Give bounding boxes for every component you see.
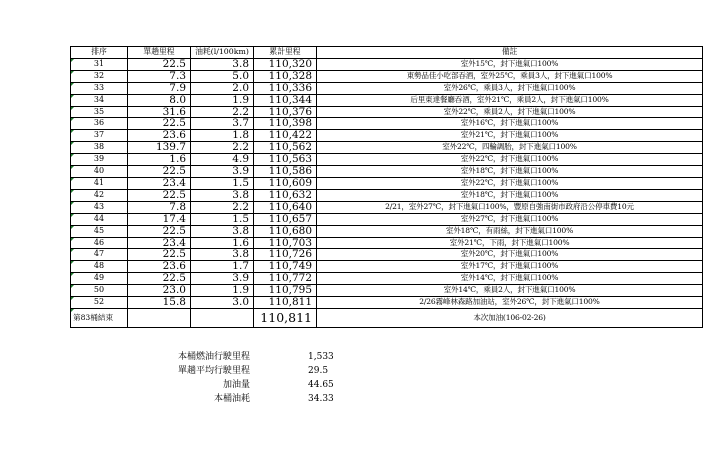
summary-value: 34.33 <box>308 394 334 404</box>
summary-label: 單趟平均行駛里程 <box>177 366 250 376</box>
header-note: 備註 <box>317 47 703 59</box>
table-row <box>71 213 703 225</box>
cell-seq[interactable]: 41 <box>71 177 128 189</box>
table-row <box>71 118 703 130</box>
header-trip: 單趟里程 <box>128 47 191 59</box>
cell-fuel[interactable]: 2.2 <box>191 201 254 213</box>
cell-trip[interactable]: 23.6 <box>128 130 191 142</box>
summary-row <box>150 350 358 364</box>
table-row <box>71 273 703 285</box>
cell-trip[interactable]: 15.8 <box>128 297 191 309</box>
cell-total[interactable]: 110,811 <box>254 297 317 309</box>
cell-marker-icon <box>71 214 74 217</box>
cell-marker-icon <box>71 142 74 145</box>
cell-trip[interactable]: 17.4 <box>128 213 191 225</box>
cell-note[interactable]: 2/21，室外27℃，封下進氣口100%，豐原自強南街市政府沿公停車費10元 <box>317 201 703 213</box>
cell-note[interactable]: 室外17℃，封下進氣口100% <box>317 261 703 273</box>
cell-trip[interactable]: 31.6 <box>128 106 191 118</box>
table-row <box>71 154 703 166</box>
cell-fuel[interactable]: 2.0 <box>191 82 254 94</box>
end-empty-trip[interactable] <box>128 308 191 327</box>
end-empty-fuel[interactable] <box>191 308 254 327</box>
cell-seq[interactable]: 35 <box>71 106 128 118</box>
cell-fuel[interactable]: 1.6 <box>191 237 254 249</box>
table-row <box>71 237 703 249</box>
cell-total[interactable]: 110,422 <box>254 130 317 142</box>
cell-fuel[interactable]: 3.8 <box>191 58 254 70</box>
cell-fuel[interactable]: 3.9 <box>191 166 254 178</box>
cell-seq[interactable]: 39 <box>71 154 128 166</box>
cell-note[interactable]: 室外27℃，封下進氣口100% <box>317 213 703 225</box>
table-row <box>71 58 703 70</box>
table-row <box>71 261 703 273</box>
cell-total[interactable]: 110,640 <box>254 201 317 213</box>
cell-marker-icon <box>71 285 74 288</box>
cell-marker-icon <box>71 178 74 181</box>
end-total[interactable]: 110,811 <box>254 308 317 327</box>
fuel-log-body <box>71 47 703 328</box>
summary-body <box>150 350 358 406</box>
cell-trip[interactable]: 23.0 <box>128 285 191 297</box>
cell-total[interactable]: 110,586 <box>254 166 317 178</box>
cell-total[interactable]: 110,320 <box>254 58 317 70</box>
cell-trip[interactable]: 22.5 <box>128 166 191 178</box>
cell-fuel[interactable]: 1.7 <box>191 261 254 273</box>
cell-note[interactable]: 室外22℃，封下進氣口100% <box>317 177 703 189</box>
cell-marker-icon <box>71 202 74 205</box>
cell-note[interactable]: 室外16℃，封下進氣口100% <box>317 118 703 130</box>
cell-marker-icon <box>71 118 74 121</box>
cell-total[interactable]: 110,398 <box>254 118 317 130</box>
cell-marker-icon <box>71 273 74 276</box>
cell-marker-icon <box>71 154 74 157</box>
cell-total[interactable]: 110,328 <box>254 70 317 82</box>
cell-trip[interactable]: 23.6 <box>128 261 191 273</box>
cell-trip[interactable]: 22.5 <box>128 189 191 201</box>
cell-marker-icon <box>71 190 74 193</box>
table-row <box>71 166 703 178</box>
cell-trip[interactable]: 22.5 <box>128 273 191 285</box>
cell-fuel[interactable]: 2.2 <box>191 142 254 154</box>
cell-note[interactable]: 室外26℃，乘員3人，封下進氣口100% <box>317 82 703 94</box>
cell-seq[interactable]: 40 <box>71 166 128 178</box>
cell-note[interactable]: 室外21℃，封下進氣口100% <box>317 130 703 142</box>
cell-fuel[interactable]: 5.0 <box>191 70 254 82</box>
table-row <box>71 189 703 201</box>
cell-note[interactable]: 東勢品佳小吃部吞酒，室外25℃，乘員3人，封下進氣口100% <box>317 70 703 82</box>
cell-marker-icon <box>71 83 74 86</box>
cell-total[interactable]: 110,344 <box>254 94 317 106</box>
cell-trip[interactable]: 22.5 <box>128 225 191 237</box>
summary-value: 29.5 <box>308 366 329 376</box>
cell-seq[interactable]: 47 <box>71 249 128 261</box>
table-row <box>71 94 703 106</box>
cell-seq[interactable]: 49 <box>71 273 128 285</box>
cell-marker-icon <box>71 107 74 110</box>
summary-value: 1,533 <box>308 352 334 362</box>
summary-label: 本桶油耗 <box>213 394 250 404</box>
cell-trip[interactable]: 7.9 <box>128 82 191 94</box>
cell-fuel[interactable]: 1.8 <box>191 130 254 142</box>
cell-fuel[interactable]: 3.8 <box>191 249 254 261</box>
header-total: 累計里程 <box>254 47 317 59</box>
cell-total[interactable]: 110,563 <box>254 154 317 166</box>
cell-total[interactable]: 110,749 <box>254 261 317 273</box>
cell-marker-icon <box>71 166 74 169</box>
cell-seq[interactable]: 45 <box>71 225 128 237</box>
cell-note[interactable]: 室外18℃，有雨絲，封下進氣口100% <box>317 225 703 237</box>
summary-value-cell <box>250 350 358 364</box>
cell-trip[interactable]: 1.6 <box>128 154 191 166</box>
cell-total[interactable]: 110,376 <box>254 106 317 118</box>
cell-total[interactable]: 110,680 <box>254 225 317 237</box>
cell-marker-icon <box>71 297 74 300</box>
table-row <box>71 177 703 189</box>
cell-fuel[interactable]: 1.5 <box>191 177 254 189</box>
cell-seq[interactable]: 50 <box>71 285 128 297</box>
cell-fuel[interactable]: 3.7 <box>191 118 254 130</box>
table-row <box>71 142 703 154</box>
table-row <box>71 297 703 309</box>
cell-fuel[interactable]: 4.9 <box>191 154 254 166</box>
cell-seq[interactable]: 46 <box>71 237 128 249</box>
table-row <box>71 225 703 237</box>
cell-total[interactable]: 110,562 <box>254 142 317 154</box>
cell-trip[interactable]: 23.4 <box>128 177 191 189</box>
cell-trip[interactable]: 8.0 <box>128 94 191 106</box>
cell-total[interactable]: 110,726 <box>254 249 317 261</box>
cell-note[interactable]: 室外22℃，四輪調胎，封下進氣口100% <box>317 142 703 154</box>
end-row <box>71 308 703 327</box>
cell-seq[interactable]: 43 <box>71 201 128 213</box>
end-note[interactable]: 本次加油(106-02-26) <box>317 308 703 327</box>
cell-seq[interactable]: 48 <box>71 261 128 273</box>
cell-marker-icon <box>71 71 74 74</box>
cell-note[interactable]: 室外14℃，封下進氣口100% <box>317 273 703 285</box>
cell-fuel[interactable]: 2.2 <box>191 106 254 118</box>
cell-total[interactable]: 110,336 <box>254 82 317 94</box>
cell-trip[interactable]: 22.5 <box>128 58 191 70</box>
table-row <box>71 285 703 297</box>
summary-value-cell <box>250 364 358 378</box>
cell-note[interactable]: 室外18℃，封下進氣口100% <box>317 166 703 178</box>
cell-marker-icon <box>71 226 74 229</box>
table-row <box>71 82 703 94</box>
header-seq: 排序 <box>71 47 128 59</box>
summary-row <box>150 392 358 406</box>
cell-fuel[interactable]: 1.5 <box>191 213 254 225</box>
cell-fuel[interactable]: 3.8 <box>191 225 254 237</box>
cell-trip[interactable]: 22.5 <box>128 118 191 130</box>
cell-note[interactable]: 室外22℃，封下進氣口100% <box>317 154 703 166</box>
summary-label: 本桶燃油行駛里程 <box>177 352 250 362</box>
cell-note[interactable]: 2/26霧峰林森路加油站，室外26℃，封下進氣口100% <box>317 297 703 309</box>
cell-seq[interactable]: 32 <box>71 70 128 82</box>
cell-marker-icon <box>71 95 74 98</box>
cell-note[interactable]: 室外15℃，封下進氣口100% <box>317 58 703 70</box>
summary-value-cell <box>250 378 358 392</box>
cell-seq[interactable]: 36 <box>71 118 128 130</box>
cell-note[interactable]: 室外22℃，乘員2人，封下進氣口100% <box>317 106 703 118</box>
cell-seq[interactable]: 38 <box>71 142 128 154</box>
table-row <box>71 106 703 118</box>
summary-table <box>150 350 358 406</box>
cell-seq[interactable]: 33 <box>71 82 128 94</box>
cell-total[interactable]: 110,609 <box>254 177 317 189</box>
cell-marker-icon <box>71 130 74 133</box>
cell-marker-icon <box>71 249 74 252</box>
fuel-log-table <box>70 46 703 328</box>
cell-fuel[interactable]: 1.9 <box>191 94 254 106</box>
table-row <box>71 70 703 82</box>
cell-fuel[interactable]: 3.8 <box>191 189 254 201</box>
summary-row <box>150 378 358 392</box>
cell-marker-icon <box>71 261 74 264</box>
cell-seq[interactable]: 52 <box>71 297 128 309</box>
header-row <box>71 47 703 59</box>
cell-seq[interactable]: 44 <box>71 213 128 225</box>
table-row <box>71 130 703 142</box>
summary-row <box>150 364 358 378</box>
cell-trip[interactable]: 7.8 <box>128 201 191 213</box>
end-label[interactable]: 第83桶結束 <box>71 308 128 327</box>
cell-note[interactable]: 室外21℃，下雨，封下進氣口100% <box>317 237 703 249</box>
cell-total[interactable]: 110,703 <box>254 237 317 249</box>
cell-note[interactable]: 室外18℃，封下進氣口100% <box>317 189 703 201</box>
cell-seq[interactable]: 34 <box>71 94 128 106</box>
table-row <box>71 249 703 261</box>
cell-seq[interactable]: 31 <box>71 58 128 70</box>
cell-seq[interactable]: 42 <box>71 189 128 201</box>
cell-total[interactable]: 110,657 <box>254 213 317 225</box>
header-fuel: 油耗(l/100km) <box>191 47 254 59</box>
cell-total[interactable]: 110,632 <box>254 189 317 201</box>
cell-total[interactable]: 110,795 <box>254 285 317 297</box>
summary-value-cell <box>250 392 358 406</box>
cell-trip[interactable]: 23.4 <box>128 237 191 249</box>
cell-fuel[interactable]: 3.9 <box>191 273 254 285</box>
cell-marker-icon <box>71 309 74 312</box>
cell-marker-icon <box>71 238 74 241</box>
cell-note[interactable]: 室外14℃，乘員2人，封下進氣口100% <box>317 285 703 297</box>
cell-trip[interactable]: 22.5 <box>128 249 191 261</box>
cell-fuel[interactable]: 3.0 <box>191 297 254 309</box>
summary-value: 44.65 <box>308 380 334 390</box>
table-row <box>71 201 703 213</box>
cell-marker-icon <box>71 59 74 62</box>
cell-trip[interactable]: 139.7 <box>128 142 191 154</box>
cell-fuel[interactable]: 1.9 <box>191 285 254 297</box>
cell-seq[interactable]: 37 <box>71 130 128 142</box>
cell-note[interactable]: 后里東達餐廳吞酒，室外21℃，乘員2人，封下進氣口100% <box>317 94 703 106</box>
summary-label: 加油量 <box>222 380 250 390</box>
cell-trip[interactable]: 7.3 <box>128 70 191 82</box>
cell-note[interactable]: 室外20℃，封下進氣口100% <box>317 249 703 261</box>
cell-total[interactable]: 110,772 <box>254 273 317 285</box>
